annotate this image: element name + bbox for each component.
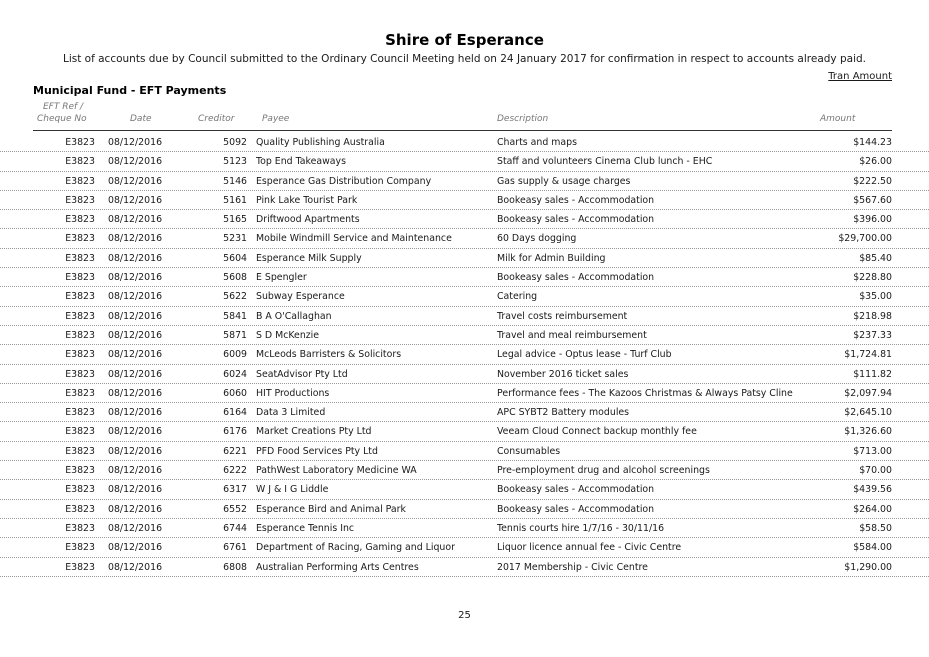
payments-table xyxy=(0,133,929,577)
table-row xyxy=(0,384,929,403)
eft-ref-cell: E3823 xyxy=(65,291,95,303)
creditor-cell: 5161 xyxy=(223,194,247,206)
tran-amount-label: Tran Amount xyxy=(828,71,892,82)
amount-cell: $2,645.10 xyxy=(844,407,892,419)
amount-cell: $1,724.81 xyxy=(844,349,892,361)
table-row xyxy=(0,500,929,519)
payee-cell: B A O'Callaghan xyxy=(256,310,332,322)
date-cell: 08/12/2016 xyxy=(108,368,163,380)
date-cell: 08/12/2016 xyxy=(108,175,163,187)
date-cell: 08/12/2016 xyxy=(108,561,163,573)
table-row xyxy=(0,249,929,268)
creditor-cell: 5608 xyxy=(223,272,247,284)
creditor-cell: 6744 xyxy=(223,522,247,534)
amount-cell: $2,097.94 xyxy=(844,387,892,399)
creditor-cell: 5092 xyxy=(223,137,247,148)
date-cell: 08/12/2016 xyxy=(108,137,163,148)
section-title: Municipal Fund - EFT Payments xyxy=(33,84,227,97)
eft-ref-cell: E3823 xyxy=(65,175,95,187)
description-cell: Bookeasy sales - Accommodation xyxy=(497,503,655,515)
payee-cell: SeatAdvisor Pty Ltd xyxy=(256,368,348,380)
table-row xyxy=(0,268,929,287)
amount-cell: $58.50 xyxy=(859,522,892,534)
amount-cell: $70.00 xyxy=(859,465,892,477)
column-header-ref-line1: EFT Ref / xyxy=(43,102,84,112)
eft-ref-cell: E3823 xyxy=(65,214,95,226)
page-number: 25 xyxy=(458,610,471,621)
payee-cell: Esperance Milk Supply xyxy=(256,252,362,264)
amount-cell: $222.50 xyxy=(853,175,892,187)
table-row xyxy=(0,538,929,557)
payee-cell: HIT Productions xyxy=(256,387,330,399)
payee-cell: McLeods Barristers & Solicitors xyxy=(256,349,402,361)
description-cell: Performance fees - The Kazoos Christmas & Always Patsy Cline xyxy=(497,387,793,399)
amount-cell: $1,290.00 xyxy=(844,561,892,573)
date-cell: 08/12/2016 xyxy=(108,214,163,226)
eft-ref-cell: E3823 xyxy=(65,561,95,573)
payee-cell: Driftwood Apartments xyxy=(256,214,360,226)
date-cell: 08/12/2016 xyxy=(108,387,163,399)
eft-ref-cell: E3823 xyxy=(65,194,95,206)
eft-ref-cell: E3823 xyxy=(65,407,95,419)
creditor-cell: 6009 xyxy=(223,349,247,361)
eft-ref-cell: E3823 xyxy=(65,156,95,168)
creditor-cell: 6222 xyxy=(223,465,247,477)
date-cell: 08/12/2016 xyxy=(108,156,163,168)
amount-cell: $218.98 xyxy=(853,310,892,322)
eft-ref-cell: E3823 xyxy=(65,137,95,148)
creditor-cell: 6164 xyxy=(223,407,247,419)
payee-cell: S D McKenzie xyxy=(256,329,320,341)
table-row xyxy=(0,133,929,152)
description-cell: November 2016 ticket sales xyxy=(497,368,629,380)
description-cell: Liquor licence annual fee - Civic Centre xyxy=(497,542,682,554)
creditor-cell: 6317 xyxy=(223,484,247,496)
payee-cell: Esperance Tennis Inc xyxy=(256,522,355,534)
table-row xyxy=(0,191,929,210)
column-header-creditor: Creditor xyxy=(198,114,235,124)
header-divider xyxy=(33,130,892,131)
date-cell: 08/12/2016 xyxy=(108,407,163,419)
payee-cell: Pink Lake Tourist Park xyxy=(256,194,358,206)
payee-cell: Department of Racing, Gaming and Liquor xyxy=(256,542,455,554)
description-cell: Travel and meal reimbursement xyxy=(497,329,647,341)
amount-cell: $584.00 xyxy=(853,542,892,554)
description-cell: Bookeasy sales - Accommodation xyxy=(497,214,655,226)
table-row xyxy=(0,558,929,577)
column-header-payee: Payee xyxy=(262,114,290,124)
eft-ref-cell: E3823 xyxy=(65,426,95,438)
date-cell: 08/12/2016 xyxy=(108,484,163,496)
amount-cell: $567.60 xyxy=(853,194,892,206)
description-cell: Charts and maps xyxy=(497,137,577,148)
creditor-cell: 5871 xyxy=(223,329,247,341)
table-row xyxy=(0,345,929,364)
creditor-cell: 5146 xyxy=(223,175,247,187)
creditor-cell: 5841 xyxy=(223,310,247,322)
description-cell: Bookeasy sales - Accommodation xyxy=(497,484,655,496)
description-cell: Veeam Cloud Connect backup monthly fee xyxy=(497,426,697,438)
eft-ref-cell: E3823 xyxy=(65,310,95,322)
eft-ref-cell: E3823 xyxy=(65,233,95,245)
payee-cell: PathWest Laboratory Medicine WA xyxy=(256,465,417,477)
amount-cell: $713.00 xyxy=(853,445,892,457)
eft-ref-cell: E3823 xyxy=(65,252,95,264)
eft-ref-cell: E3823 xyxy=(65,349,95,361)
date-cell: 08/12/2016 xyxy=(108,252,163,264)
description-cell: Tennis courts hire 1/7/16 - 30/11/16 xyxy=(497,522,665,534)
eft-ref-cell: E3823 xyxy=(65,503,95,515)
eft-ref-cell: E3823 xyxy=(65,329,95,341)
payee-cell: Market Creations Pty Ltd xyxy=(256,426,372,438)
date-cell: 08/12/2016 xyxy=(108,233,163,245)
eft-ref-cell: E3823 xyxy=(65,542,95,554)
creditor-cell: 6552 xyxy=(223,503,247,515)
description-cell: Milk for Admin Building xyxy=(497,252,606,264)
description-cell: 2017 Membership - Civic Centre xyxy=(497,561,648,573)
description-cell: Travel costs reimbursement xyxy=(497,310,628,322)
table-row xyxy=(0,403,929,422)
payee-cell: Top End Takeaways xyxy=(256,156,346,168)
amount-cell: $1,326.60 xyxy=(844,426,892,438)
table-row xyxy=(0,461,929,480)
table-row xyxy=(0,442,929,461)
amount-cell: $144.23 xyxy=(853,137,892,148)
date-cell: 08/12/2016 xyxy=(108,503,163,515)
date-cell: 08/12/2016 xyxy=(108,272,163,284)
creditor-cell: 6761 xyxy=(223,542,247,554)
table-row xyxy=(0,172,929,191)
column-header-amount: Amount xyxy=(820,114,856,124)
table-row xyxy=(0,152,929,171)
payee-cell: Esperance Gas Distribution Company xyxy=(256,175,432,187)
amount-cell: $35.00 xyxy=(859,291,892,303)
table-row xyxy=(0,287,929,306)
table-row xyxy=(0,229,929,248)
creditor-cell: 6024 xyxy=(223,368,247,380)
amount-cell: $396.00 xyxy=(853,214,892,226)
amount-cell: $26.00 xyxy=(859,156,892,168)
document-subtitle: List of accounts due by Council submitted to the Ordinary Council Meeting held on 24 January 2017 for confirmation in respect to accounts already paid. xyxy=(62,53,867,65)
description-cell: Gas supply & usage charges xyxy=(497,175,631,187)
eft-ref-cell: E3823 xyxy=(65,445,95,457)
column-header-date: Date xyxy=(130,114,152,124)
payee-cell: Quality Publishing Australia xyxy=(256,137,385,148)
eft-ref-cell: E3823 xyxy=(65,272,95,284)
amount-cell: $29,700.00 xyxy=(838,233,892,245)
date-cell: 08/12/2016 xyxy=(108,522,163,534)
table-row xyxy=(0,307,929,326)
date-cell: 08/12/2016 xyxy=(108,291,163,303)
description-cell: APC SYBT2 Battery modules xyxy=(497,407,630,419)
payee-cell: PFD Food Services Pty Ltd xyxy=(256,445,378,457)
description-cell: Bookeasy sales - Accommodation xyxy=(497,272,655,284)
payee-cell: E Spengler xyxy=(256,272,307,284)
creditor-cell: 5231 xyxy=(223,233,247,245)
table-row xyxy=(0,519,929,538)
creditor-cell: 6176 xyxy=(223,426,247,438)
creditor-cell: 5123 xyxy=(223,156,247,168)
document-title: Shire of Esperance xyxy=(385,31,544,49)
payee-cell: Mobile Windmill Service and Maintenance xyxy=(256,233,452,245)
column-header-ref-line2: Cheque No xyxy=(37,114,87,124)
date-cell: 08/12/2016 xyxy=(108,542,163,554)
description-cell: Bookeasy sales - Accommodation xyxy=(497,194,655,206)
payee-cell: Data 3 Limited xyxy=(256,407,326,419)
date-cell: 08/12/2016 xyxy=(108,426,163,438)
date-cell: 08/12/2016 xyxy=(108,349,163,361)
date-cell: 08/12/2016 xyxy=(108,310,163,322)
table-row xyxy=(0,422,929,441)
eft-ref-cell: E3823 xyxy=(65,484,95,496)
description-cell: Catering xyxy=(497,291,538,303)
description-cell: Staff and volunteers Cinema Club lunch - EHC xyxy=(497,156,713,168)
amount-cell: $264.00 xyxy=(853,503,892,515)
table-row xyxy=(0,210,929,229)
table-row xyxy=(0,326,929,345)
payee-cell: Subway Esperance xyxy=(256,291,345,303)
amount-cell: $439.56 xyxy=(853,484,892,496)
amount-cell: $228.80 xyxy=(853,272,892,284)
amount-cell: $237.33 xyxy=(853,329,892,341)
payee-cell: W J & I G Liddle xyxy=(256,484,329,496)
eft-ref-cell: E3823 xyxy=(65,465,95,477)
date-cell: 08/12/2016 xyxy=(108,465,163,477)
date-cell: 08/12/2016 xyxy=(108,329,163,341)
eft-ref-cell: E3823 xyxy=(65,522,95,534)
creditor-cell: 6060 xyxy=(223,387,247,399)
payee-cell: Esperance Bird and Animal Park xyxy=(256,503,406,515)
table-row xyxy=(0,365,929,384)
date-cell: 08/12/2016 xyxy=(108,445,163,457)
creditor-cell: 5604 xyxy=(223,252,247,264)
creditor-cell: 5165 xyxy=(223,214,247,226)
eft-ref-cell: E3823 xyxy=(65,368,95,380)
description-cell: Consumables xyxy=(497,445,561,457)
description-cell: Legal advice - Optus lease - Turf Club xyxy=(497,349,672,361)
description-cell: 60 Days dogging xyxy=(497,233,577,245)
creditor-cell: 6808 xyxy=(223,561,247,573)
table-row xyxy=(0,480,929,499)
column-header-description: Description xyxy=(497,114,549,124)
creditor-cell: 6221 xyxy=(223,445,247,457)
eft-ref-cell: E3823 xyxy=(65,387,95,399)
creditor-cell: 5622 xyxy=(223,291,247,303)
amount-cell: $85.40 xyxy=(859,252,892,264)
date-cell: 08/12/2016 xyxy=(108,194,163,206)
payee-cell: Australian Performing Arts Centres xyxy=(256,561,419,573)
description-cell: Pre-employment drug and alcohol screenings xyxy=(497,465,710,477)
amount-cell: $111.82 xyxy=(853,368,892,380)
